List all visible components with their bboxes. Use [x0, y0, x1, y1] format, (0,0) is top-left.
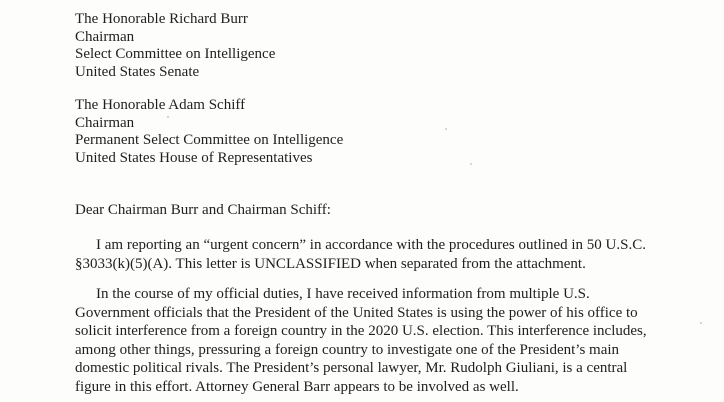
scan-speck — [445, 128, 447, 130]
scan-speck — [700, 322, 702, 324]
paragraph-line: §3033(k)(5)(A). This letter is UNCLASSIFIED when separated from the attachment. — [75, 255, 586, 272]
paragraph-line: figure in this effort. Attorney General Barr appears to be involved as well. — [75, 378, 519, 395]
recipient-address-burr — [75, 11, 275, 81]
recipient-committee: Select Committee on Intelligence — [75, 46, 276, 62]
paragraph-official-duties — [75, 285, 647, 397]
recipient-address-schiff — [75, 97, 343, 167]
recipient-body: United States House of Representatives — [75, 149, 313, 166]
paragraph-line: Government officials that the President of the United States is using the power of his office to — [75, 304, 638, 321]
paragraph-line: In the course of my official duties, I have received information from multiple U.S. — [96, 286, 590, 302]
recipient-title: Chairman — [75, 28, 135, 45]
paragraph-urgent-concern — [75, 236, 646, 273]
paragraph-line: among other things, pressuring a foreign country to investigate one of the President’s main — [75, 341, 620, 358]
scan-speck — [470, 163, 472, 165]
recipient-title: Chairman — [75, 114, 135, 131]
recipient-name: The Honorable Richard Burr — [75, 11, 248, 27]
recipient-body: United States Senate — [75, 63, 200, 80]
paragraph-line: domestic political rivals. The President’s personal lawyer, Mr. Rudolph Giuliani, is a central — [75, 360, 628, 377]
salutation: Dear Chairman Burr and Chairman Schiff: — [75, 202, 331, 218]
paragraph-line: solicit interference from a foreign country in the 2020 U.S. election. This interference includes, — [75, 323, 647, 340]
paragraph-line: I am reporting an “urgent concern” in accordance with the procedures outlined in 50 U.S.C. — [96, 237, 646, 253]
recipient-committee: Permanent Select Committee on Intelligence — [75, 132, 344, 148]
scan-speck — [167, 116, 169, 118]
recipient-name: The Honorable Adam Schiff — [75, 97, 246, 113]
